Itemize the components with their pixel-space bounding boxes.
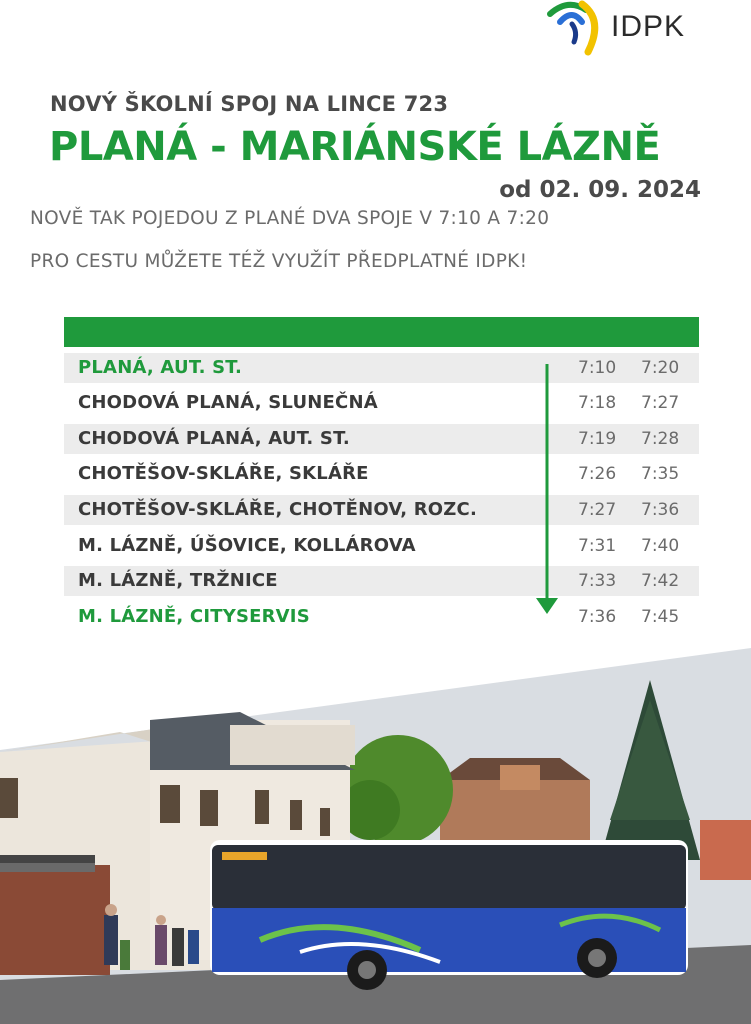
table-row xyxy=(64,459,699,489)
bus xyxy=(210,840,688,990)
departure-time-2: 7:35 xyxy=(641,464,680,485)
departure-time-2: 7:45 xyxy=(641,606,680,627)
table-row xyxy=(64,602,699,632)
timetable xyxy=(64,317,699,632)
stop-name: M. LÁZNĚ, CITYSERVIS xyxy=(78,605,310,627)
stop-name: CHOTĚŠOV-SKLÁŘE, SKLÁŘE xyxy=(78,463,369,485)
stop-name: PLANÁ, AUT. ST. xyxy=(78,356,243,378)
direction-arrow-icon xyxy=(536,364,558,616)
table-row xyxy=(64,424,699,454)
departure-time-1: 7:10 xyxy=(578,357,617,378)
departure-time-1: 7:36 xyxy=(578,606,617,627)
departure-time-1: 7:18 xyxy=(578,393,617,414)
departure-time-1: 7:26 xyxy=(578,464,617,485)
idpk-logo-icon xyxy=(546,0,606,56)
departure-time-1: 7:27 xyxy=(578,499,617,520)
idpk-logo xyxy=(546,0,696,56)
stop-name: CHODOVÁ PLANÁ, SLUNEČNÁ xyxy=(78,392,378,414)
valid-from-date: od 02. 09. 2024 xyxy=(499,177,701,203)
stop-name: CHOTĚŠOV-SKLÁŘE, CHOTĚNOV, ROZC. xyxy=(78,498,478,520)
page-title: PLANÁ - MARIÁNSKÉ LÁZNĚ xyxy=(49,124,661,170)
departure-time-2: 7:28 xyxy=(641,428,680,449)
info-line-1: NOVĚ TAK POJEDOU Z PLANÉ DVA SPOJE V 7:10 A 7:20 xyxy=(30,208,550,229)
table-row xyxy=(64,388,699,418)
table-row xyxy=(64,495,699,525)
bus-photo xyxy=(0,640,751,1024)
departure-time-2: 7:42 xyxy=(641,571,680,592)
fence xyxy=(0,865,110,975)
departure-time-2: 7:40 xyxy=(641,535,680,556)
table-row xyxy=(64,531,699,561)
departure-time-1: 7:33 xyxy=(578,571,617,592)
stop-name: M. LÁZNĚ, ÚŠOVICE, KOLLÁROVA xyxy=(78,534,416,556)
departure-time-2: 7:20 xyxy=(641,357,680,378)
departure-time-2: 7:27 xyxy=(641,393,680,414)
departure-time-1: 7:31 xyxy=(578,535,617,556)
stop-name: CHODOVÁ PLANÁ, AUT. ST. xyxy=(78,427,350,449)
subtitle: NOVÝ ŠKOLNÍ SPOJ NA LINCE 723 xyxy=(50,92,449,116)
logo-text: IDPK xyxy=(611,10,686,43)
departure-time-1: 7:19 xyxy=(578,428,617,449)
stop-name: M. LÁZNĚ, TRŽNICE xyxy=(78,570,278,592)
info-line-2: PRO CESTU MŮŽETE TÉŽ VYUŽÍT PŘEDPLATNÉ IDPK! xyxy=(30,251,528,272)
departure-time-2: 7:36 xyxy=(641,499,680,520)
timetable-header-bar xyxy=(64,317,699,347)
table-row xyxy=(64,353,699,383)
table-row xyxy=(64,566,699,596)
